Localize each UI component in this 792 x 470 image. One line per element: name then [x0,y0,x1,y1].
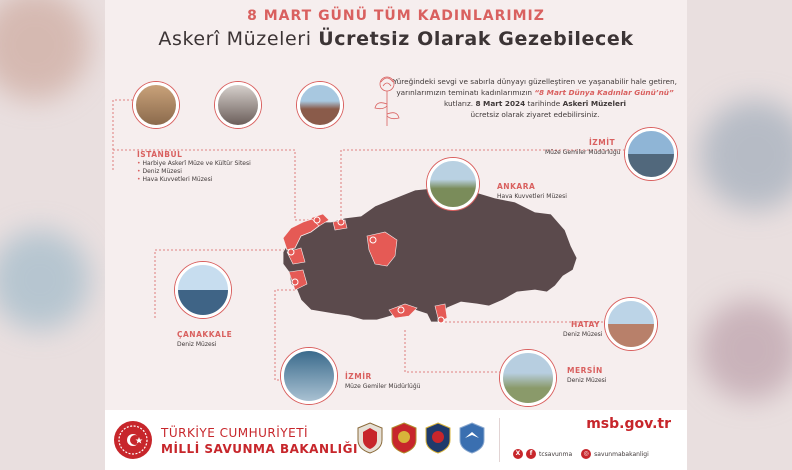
pin-istanbul [314,217,320,223]
background-blur-right-top [700,100,792,210]
army-emblem-icon [357,422,383,454]
facebook-icon[interactable]: f [526,449,536,459]
intro-part3: tarihinde [527,99,561,108]
label-mersin: MERSİN [567,366,603,375]
intro-part4: ücretsiz olarak ziyaret edebilirsiniz. [470,110,600,119]
list-item: • Deniz Müzesi [137,168,182,175]
footer [105,410,687,470]
sub-izmit: Müze Gemiler Müdürlüğü [545,149,621,156]
ministry-name-line2: MİLLİ SAVUNMA BAKANLIĞI [161,442,358,456]
intro-museums: Askerî Müzeleri [562,99,627,108]
background-blur-left-mid [0,230,90,330]
air-force-emblem-icon [459,422,485,454]
connector-mersin [405,330,500,372]
website-link[interactable]: msb.gov.tr [586,416,671,432]
photo-istanbul-1 [133,82,179,128]
label-ankara: ANKARA [497,182,536,191]
pin-hatay [438,317,444,323]
sub-hatay: Deniz Müzesi [563,331,603,338]
pin-mersin [398,307,404,313]
intro-date: 8 Mart 2024 [475,99,526,108]
social-links [513,448,649,460]
footer-divider [499,418,500,462]
navy-emblem-icon [425,422,451,454]
pin-canakkale [288,249,294,255]
list-item: • Hava Kuvvetleri Müzesi [137,176,213,183]
label-istanbul: İSTANBUL [137,150,183,159]
x-icon[interactable]: X [513,449,523,459]
instagram-icon[interactable]: ◎ [581,449,591,459]
background-blur-left-top [0,0,90,100]
photo-canakkale [175,262,231,318]
ministry-name-line1: TÜRKİYE CUMHURİYETİ [161,426,309,440]
photo-istanbul-3 [297,82,343,128]
photo-istanbul-2 [215,82,261,128]
social-handle-2[interactable]: savunmabakanligi [594,450,649,458]
poster [105,0,687,470]
intro-part1: Yüreğindeki sevgi ve sabırla dünyayı güzelleştiren ve yaşanabilir hale getiren, yarınlarımızın teminatı kadınlarımızın [393,77,677,97]
sub-izmir: Müze Gemiler Müdürlüğü [345,383,421,390]
title-line2-regular: Askerî Müzeleri [158,28,312,50]
label-izmir: İZMİR [345,372,372,381]
ministry-crest-icon [113,420,153,460]
sub-canakkale: Deniz Müzesi [177,341,217,348]
photo-hatay [605,298,657,350]
turkey-shape [283,188,577,322]
pin-izmir [292,279,298,285]
social-handle-1[interactable]: tcsavunma [539,450,573,458]
pin-ankara [370,237,376,243]
connector-istanbul [113,100,135,170]
intro-part2: kutlarız. [443,99,474,108]
sub-ankara: Hava Kuvvetleri Müzesi [497,193,567,200]
label-canakkale: ÇANAKKALE [177,330,233,339]
sub-mersin: Deniz Müzesi [567,377,607,384]
title-line1: 8 MART GÜNÜ TÜM KADINLARIMIZ [247,8,545,24]
photo-ankara [427,158,479,210]
pin-izmit [338,219,344,225]
photo-izmit [625,128,677,180]
photo-izmir [281,348,337,404]
list-item: • Harbiye Askerî Müze ve Kültür Sitesi [137,160,251,167]
label-izmit: İZMİT [589,138,616,147]
label-hatay: HATAY [571,320,601,329]
background-blur-right-mid [700,300,792,400]
title-line2-bold: Ücretsiz Olarak Gezebilecek [318,28,634,50]
gendarmerie-emblem-icon [391,422,417,454]
photo-mersin [500,350,556,406]
list-istanbul [137,160,251,184]
intro-highlight: “8 Mart Dünya Kadınlar Günü’nü” [534,88,674,97]
